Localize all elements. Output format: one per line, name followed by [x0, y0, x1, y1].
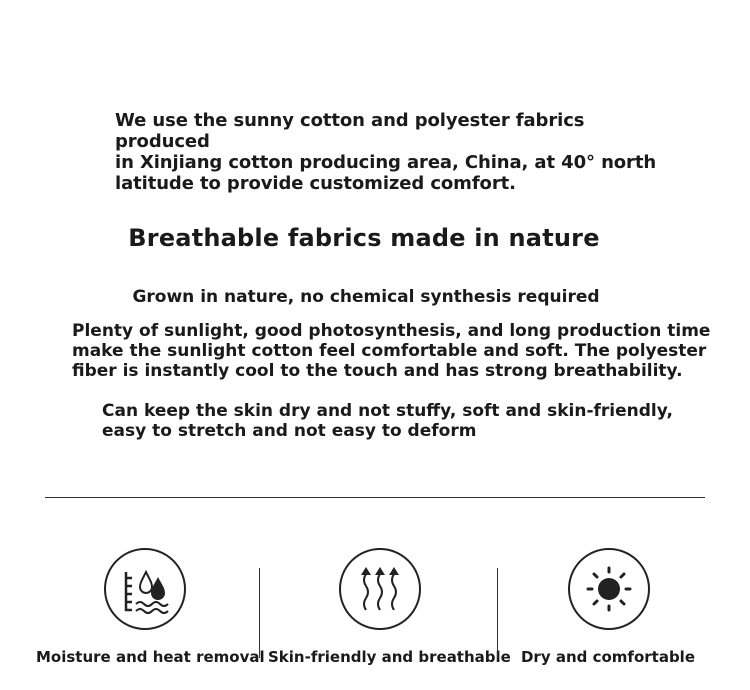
feature-label: Moisture and heat removal [36, 648, 265, 666]
feature-label: Skin-friendly and breathable [268, 648, 511, 666]
vertical-divider [497, 568, 498, 658]
intro-line: We use the sunny cotton and polyester fabrics produced [115, 110, 585, 152]
paragraph-line: easy to stretch and not easy to deform [102, 421, 477, 441]
subheading: Grown in nature, no chemical synthesis required [132, 287, 600, 307]
description-paragraph [72, 321, 712, 381]
vertical-divider [259, 568, 260, 658]
paragraph-line: fiber is instantly cool to the touch and has strong breathability. [72, 361, 683, 381]
feature-label: Dry and comfortable [520, 648, 695, 666]
intro-line: latitude to provide customized comfort. [115, 173, 516, 194]
paragraph-line: Can keep the skin dry and not stuffy, soft and skin-friendly, [102, 401, 673, 421]
breathable-arrows-icon [339, 548, 421, 630]
paragraph-line: Plenty of sunlight, good photosynthesis, and long production time [72, 321, 711, 341]
intro-text [115, 110, 675, 194]
benefits-paragraph [102, 401, 702, 441]
horizontal-divider [45, 497, 705, 498]
headline: Breathable fabrics made in nature [128, 224, 600, 252]
sun-icon [568, 548, 650, 630]
intro-line: in Xinjiang cotton producing area, China, at 40° north [115, 152, 657, 173]
moisture-drops-icon [104, 548, 186, 630]
paragraph-line: make the sunlight cotton feel comfortable and soft. The polyester [72, 341, 707, 361]
